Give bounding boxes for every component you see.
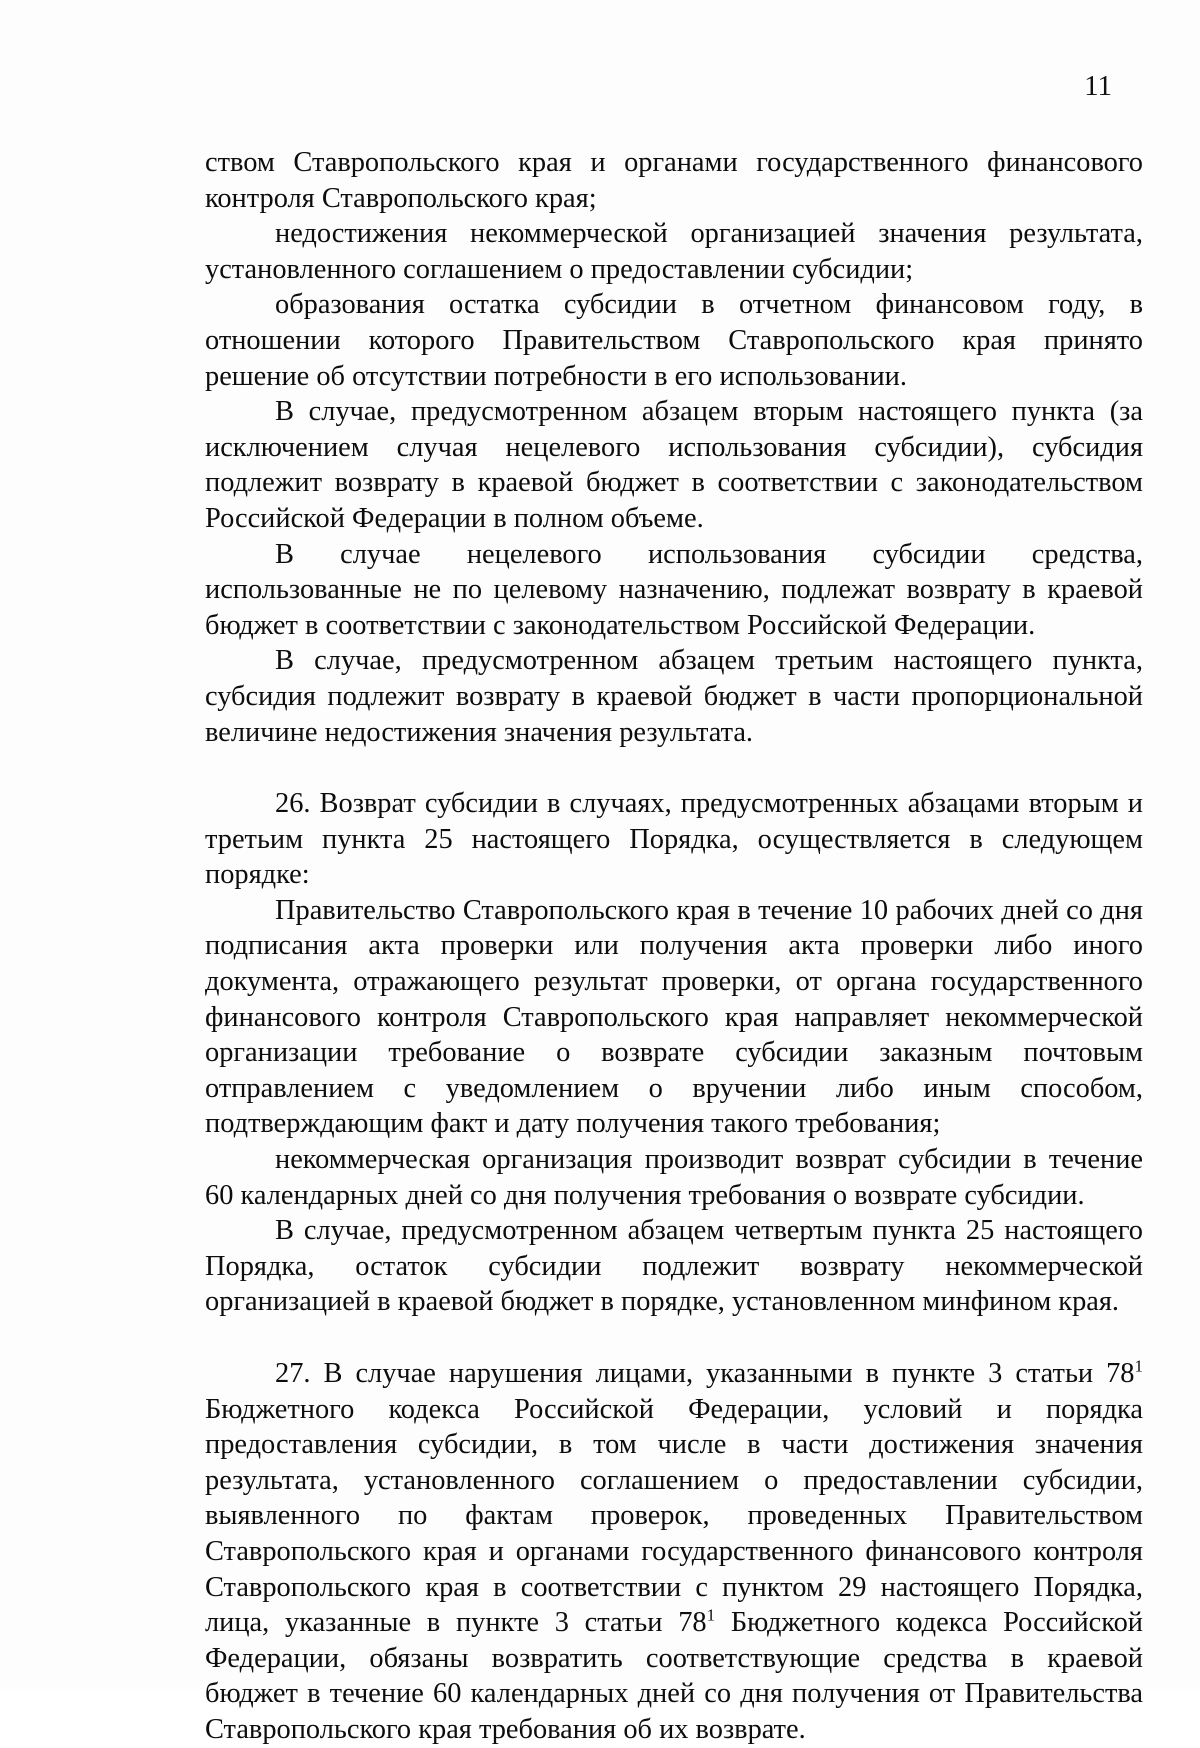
paragraph-item-26: 26. Возврат субсидии в случаях, предусмотренных абзацами вторым и третьим пункта 25 настоящего Порядка, осуществляется в следующем порядке: — [205, 788, 1143, 891]
paragraph: образования остатка субсидии в отчетном финансовом году, в отношении которого Правительством Ставропольского края принято решение об отсутствии потребности в его использовании. — [205, 289, 1143, 392]
paragraph: некоммерческая организация производит возврат субсидии в течение 60 календарных дней со дня получения требования о возврате субсидии. — [205, 1144, 1143, 1211]
paragraph: В случае нецелевого использования субсидии средства, использованные не по целевому назначению, подлежат возврату в краевой бюджет в соответствии с законодательством Российской Федерации. — [205, 538, 1143, 641]
document-body — [205, 145, 1143, 1748]
paragraph: недостижения некоммерческой организацией значения результата, установленного соглашением о предоставлении субсидии; — [205, 218, 1143, 285]
article-superscript: 1 — [706, 1605, 716, 1625]
paragraph-27-text-2: Бюджетного кодекса Российской Федерации, условий и порядка предоставления субсидии, в том числе в части достижения значения результата, установленного соглашением о предоставлении субсидии, выявленного по фактам проверок, проведенных Правительством Ставропольского края и органами государственного финансового контроля Ставропольского края в соответствии с пунктом 29 настоящего Порядка, лица, указанные в пункте 3 статьи 78 — [205, 1393, 1143, 1639]
paragraph: В случае, предусмотренном абзацем вторым настоящего пункта (за исключением случая нецелевого использования субсидии), субсидия подлежит возврату в краевой бюджет в соответствии с законодательством Российской Федерации в полном объеме. — [205, 396, 1143, 534]
paragraph: В случае, предусмотренном абзацем четвертым пункта 25 настоящего Порядка, остаток субсидии подлежит возврату некоммерческой организацией в краевой бюджет в порядке, установленном минфином края. — [205, 1215, 1143, 1318]
paragraph: В случае, предусмотренном абзацем третьим настоящего пункта, субсидия подлежит возврату в краевой бюджет в части пропорциональной величине недостижения значения результата. — [205, 645, 1143, 748]
article-superscript: 1 — [1134, 1356, 1143, 1376]
paragraph-27-text-1: 27. В случае нарушения лицами, указанными в пункте 3 статьи 78 — [275, 1358, 1135, 1389]
paragraph-27-text-3: Бюджетного кодекса Российской Федерации, обязаны возвратить соответствующие средства в краевой бюджет в течение 60 календарных дней со дня получения от Правительства Ставропольского края требования об их возврате. — [205, 1607, 1144, 1745]
paragraph-continuation: ством Ставропольского края и органами государственного финансового контроля Ставропольского края; — [205, 147, 1143, 214]
page-number: 11 — [1084, 70, 1112, 102]
paragraph: Правительство Ставропольского края в течение 10 рабочих дней со дня подписания акта проверки или получения акта проверки либо иного документа, отражающего результат проверки, от органа государственного финансового контроля Ставропольского края направляет некоммерческой организации требование о возврате субсидии заказным почтовым отправлением с уведомлением о вручении либо иным способом, подтверждающим факт и дату получения такого требования; — [205, 894, 1143, 1140]
